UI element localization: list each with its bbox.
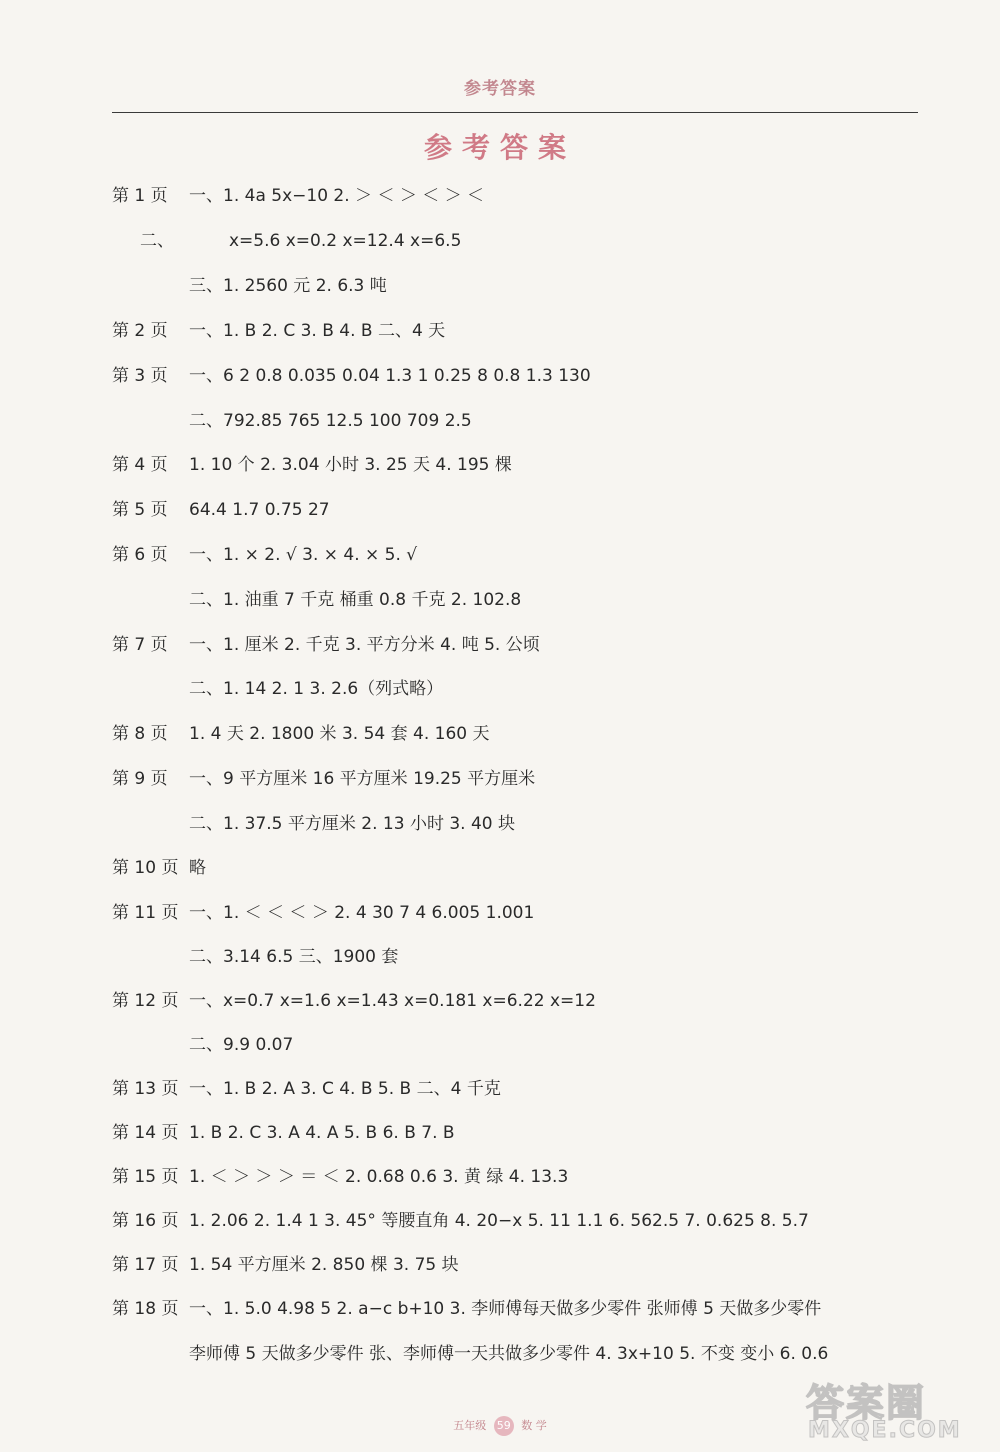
watermark-text-bottom: MXQE.COM <box>808 1418 962 1443</box>
answer-line <box>0 406 1000 436</box>
page-label: 第 3 页 <box>112 366 168 386</box>
answer-text: 1. 4 天 2. 1800 米 3. 54 套 4. 160 天 <box>189 724 490 744</box>
answer-line <box>0 942 1000 972</box>
watermark-text-top: 答案圈 <box>806 1381 927 1425</box>
answer-line <box>0 1074 1000 1104</box>
page-label: 第 7 页 <box>112 635 168 655</box>
answer-text: 三、1. 2560 元 2. 6.3 吨 <box>189 276 387 296</box>
answer-line <box>0 1030 1000 1060</box>
answer-line <box>0 809 1000 839</box>
answer-text: 二、3.14 6.5 三、1900 套 <box>189 947 399 967</box>
answer-line <box>0 1206 1000 1236</box>
page-label: 第 13 页 <box>112 1079 179 1099</box>
page-label: 第 16 页 <box>112 1211 179 1231</box>
page-label: 第 11 页 <box>112 903 179 923</box>
page-label: 第 10 页 <box>112 858 179 878</box>
answer-line <box>0 853 1000 883</box>
answer-line <box>0 181 1000 211</box>
answer-text: x=5.6 x=0.2 x=12.4 x=6.5 <box>229 231 462 251</box>
answer-line <box>0 1339 1000 1369</box>
answer-text: 二、1. 油重 7 千克 桶重 0.8 千克 2. 102.8 <box>189 590 522 610</box>
page-label: 第 8 页 <box>112 724 168 744</box>
answer-text: 1. 2.06 2. 1.4 1 3. 45° 等腰直角 4. 20−x 5. 11 1.1 6. 562.5 7. 0.625 8. 5.7 <box>189 1211 809 1231</box>
page-title: 参考答案 <box>423 131 576 164</box>
page-label: 第 14 页 <box>112 1123 179 1143</box>
answer-text: 二、9.9 0.07 <box>189 1035 294 1055</box>
answer-text: 二、1. 14 2. 1 3. 2.6（列式略） <box>189 679 444 699</box>
answer-line <box>0 764 1000 794</box>
answer-line <box>0 1294 1000 1324</box>
page-label: 第 5 页 <box>112 500 168 520</box>
answer-text: 1. B 2. C 3. A 4. A 5. B 6. B 7. B <box>189 1123 455 1143</box>
answer-line <box>0 585 1000 615</box>
answer-line <box>0 674 1000 704</box>
answer-text: 一、1. 5.0 4.98 5 2. a−c b+10 3. 李师傅每天做多少零件 张师傅 5 天做多少零件 <box>189 1299 822 1319</box>
footer-subject: 数 学 <box>521 1419 547 1432</box>
page-label: 第 6 页 <box>112 545 168 565</box>
answer-text: 二、1. 37.5 平方厘米 2. 13 小时 3. 40 块 <box>189 814 516 834</box>
page-label: 第 2 页 <box>112 321 168 341</box>
answer-line <box>0 898 1000 928</box>
answer-text: 1. 10 个 2. 3.04 小时 3. 25 天 4. 195 棵 <box>189 455 512 475</box>
answer-line <box>0 271 1000 301</box>
answer-text: 64.4 1.7 0.75 27 <box>189 500 330 520</box>
page-label: 第 17 页 <box>112 1255 179 1275</box>
answer-text: 李师傅 5 天做多少零件 张、李师傅一天共做多少零件 4. 3x+10 5. 不变 变小 6. 0.6 <box>189 1344 829 1364</box>
answer-text: 一、6 2 0.8 0.035 0.04 1.3 1 0.25 8 0.8 1.3 130 <box>189 366 591 386</box>
answer-text: 1. 54 平方厘米 2. 850 棵 3. 75 块 <box>189 1255 459 1275</box>
watermark-logo <box>800 1372 996 1448</box>
answer-line <box>0 540 1000 570</box>
answer-line <box>0 1162 1000 1192</box>
page-label: 第 12 页 <box>112 991 179 1011</box>
page-label: 第 1 页 <box>112 186 168 206</box>
answer-text: 一、1. 厘米 2. 千克 3. 平方分米 4. 吨 5. 公顷 <box>189 635 540 655</box>
answer-text: 一、1. B 2. A 3. C 4. B 5. B 二、4 千克 <box>189 1079 501 1099</box>
answer-line <box>0 316 1000 346</box>
page-label: 第 9 页 <box>112 769 168 789</box>
answer-text: 二、792.85 765 12.5 100 709 2.5 <box>189 411 472 431</box>
answer-line <box>0 495 1000 525</box>
answer-text: 一、1. 4a 5x−10 2. ＞ ＜ ＞ ＜ ＞ ＜ <box>189 186 485 206</box>
page-label: 第 18 页 <box>112 1299 179 1319</box>
answer-line <box>0 630 1000 660</box>
running-header: 参考答案 <box>464 79 536 99</box>
answer-text: 一、9 平方厘米 16 平方厘米 19.25 平方厘米 <box>189 769 536 789</box>
answer-line <box>0 1118 1000 1148</box>
page-number: 59 <box>494 1416 514 1436</box>
answer-line <box>0 1250 1000 1280</box>
footer-grade: 五年级 <box>453 1419 487 1432</box>
answer-text: 一、1. ＜ ＜ ＜ ＞ 2. 4 30 7 4 6.005 1.001 <box>189 903 535 923</box>
answer-line <box>0 719 1000 749</box>
answer-text: 二、 <box>140 231 174 251</box>
page-label: 第 15 页 <box>112 1167 179 1187</box>
answer-text: 一、1. B 2. C 3. B 4. B 二、4 天 <box>189 321 446 341</box>
answer-line <box>0 986 1000 1016</box>
answer-text: 一、x=0.7 x=1.6 x=1.43 x=0.181 x=6.22 x=12 <box>189 991 596 1011</box>
answer-line <box>0 450 1000 480</box>
page-label: 第 4 页 <box>112 455 168 475</box>
answer-text: 1. ＜ ＞ ＞ ＞ ＝ ＜ 2. 0.68̇ 0.6 3. 黄 绿 4. 13.3 <box>189 1167 569 1187</box>
answer-text: 略 <box>189 858 206 878</box>
answer-line <box>0 226 1000 256</box>
answer-text: 一、1. × 2. √ 3. × 4. × 5. √ <box>189 545 418 565</box>
answer-line <box>0 361 1000 391</box>
